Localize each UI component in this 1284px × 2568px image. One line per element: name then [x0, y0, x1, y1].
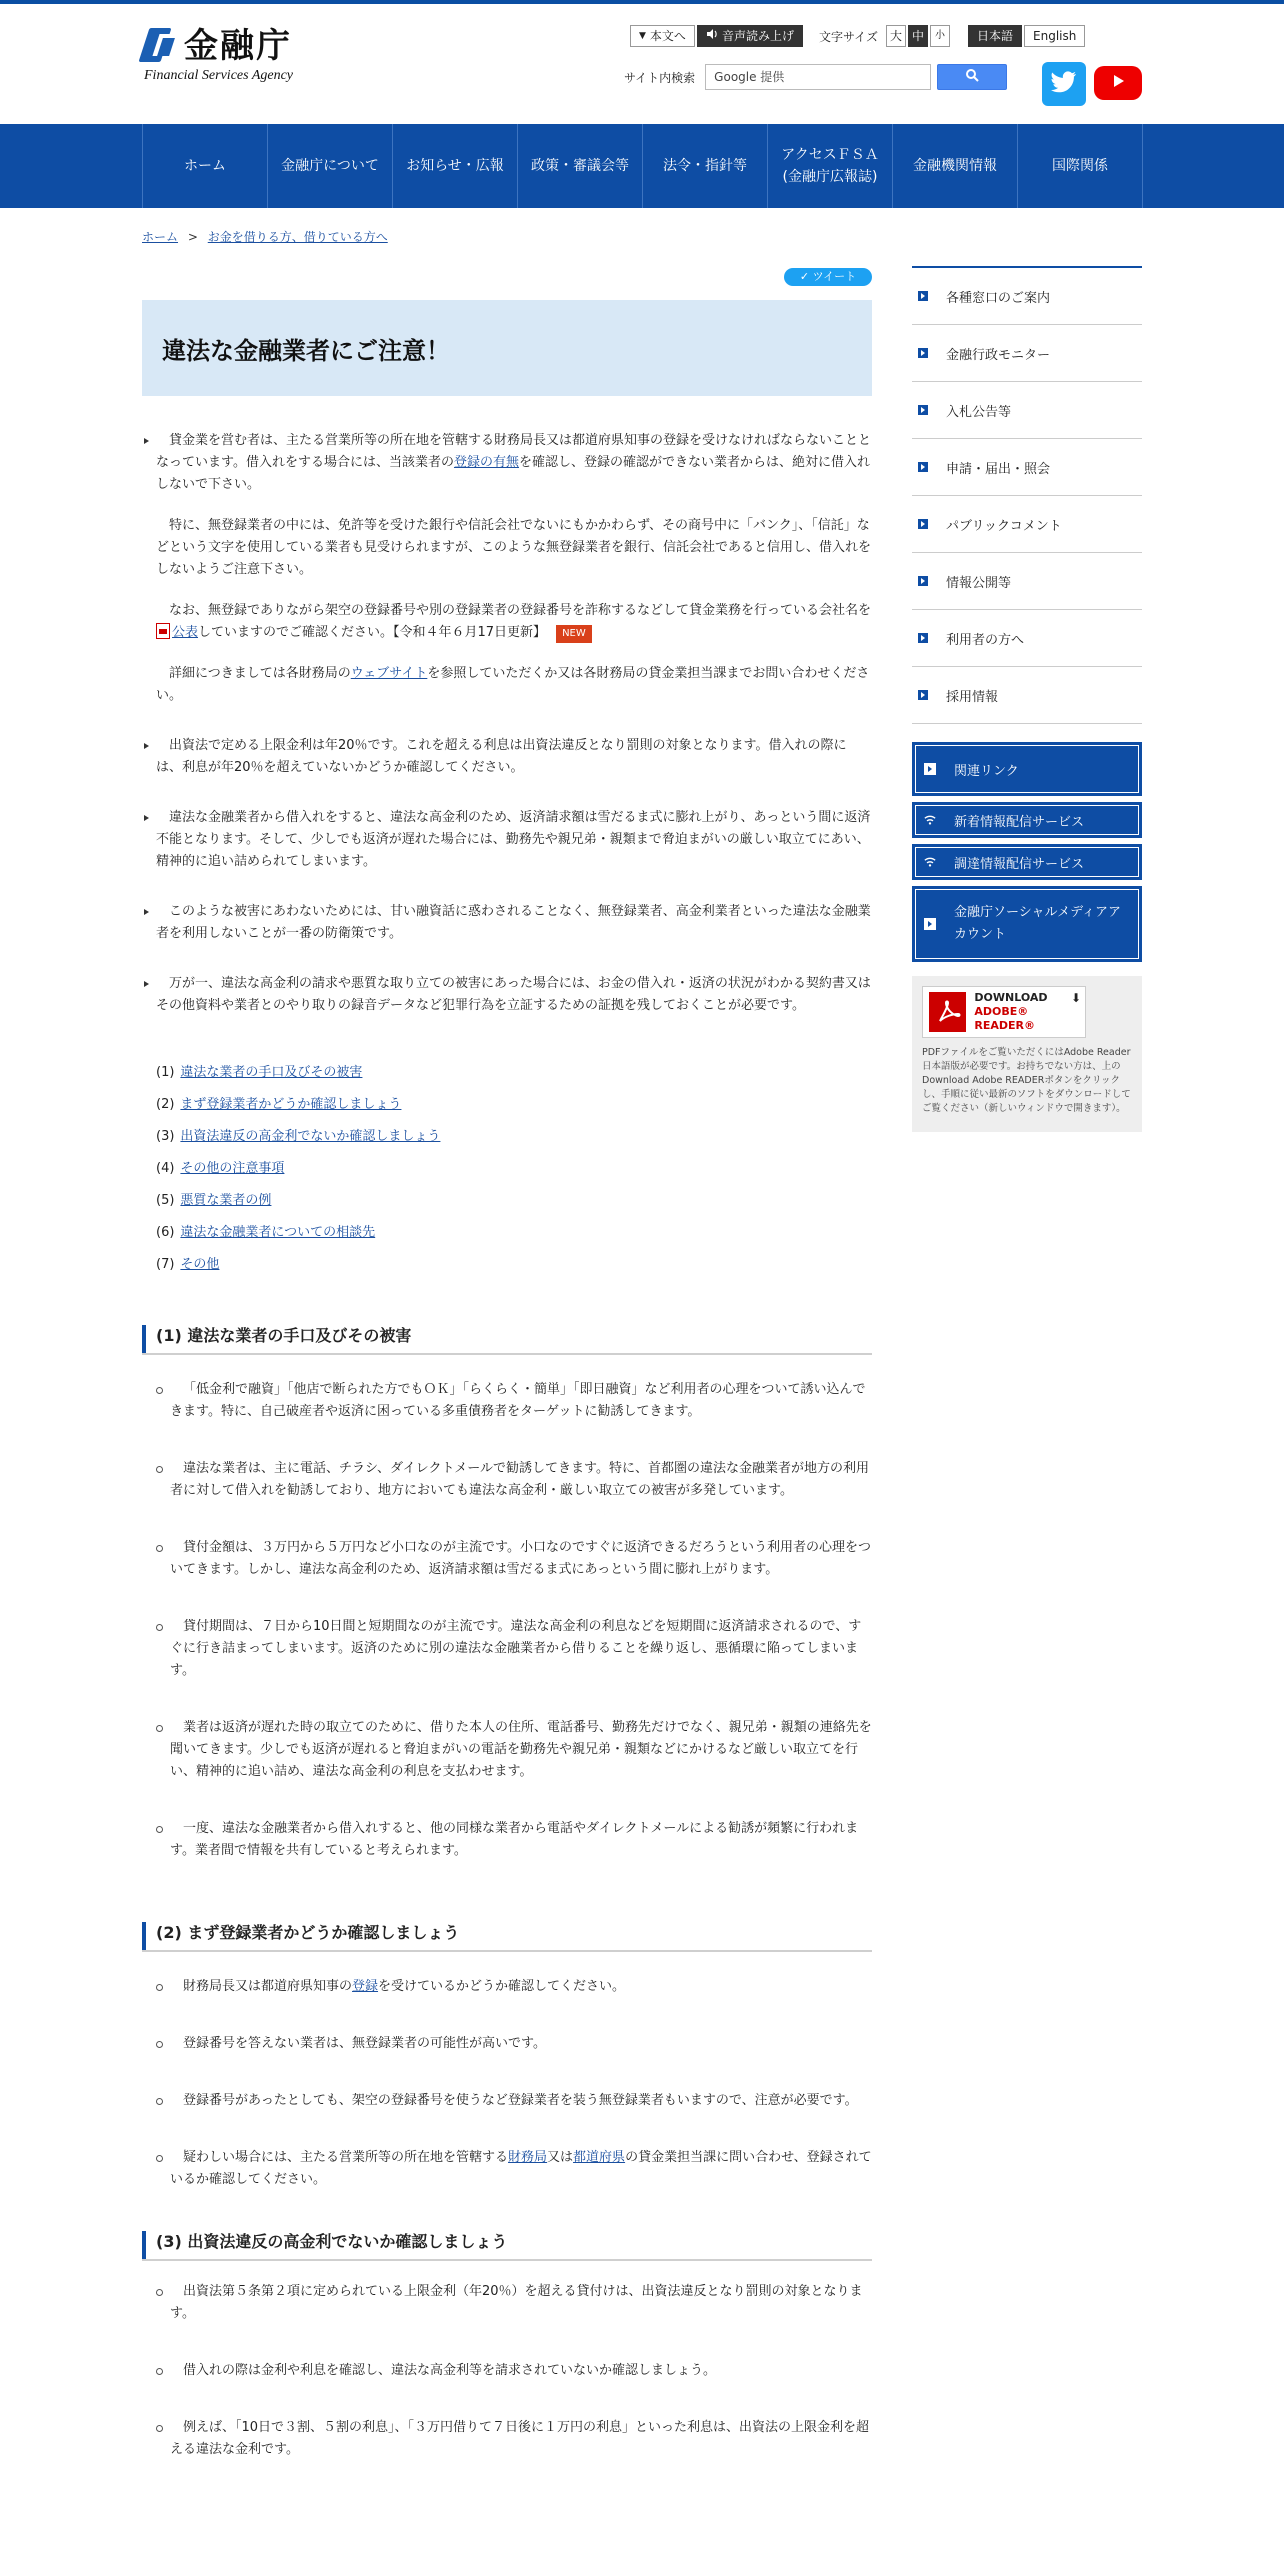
tweet-button[interactable] — [784, 268, 872, 286]
arrow-square-icon — [918, 576, 928, 586]
sidebar-item-label: 利用者の方へ — [946, 632, 1025, 648]
arrow-square-icon — [918, 291, 928, 301]
intro-section — [142, 430, 872, 1017]
lang-english-button[interactable]: English — [1024, 25, 1085, 47]
sidebar-item-label: 入札公告等 — [946, 404, 1012, 420]
text: を確認し、登録の確認ができない業者からは、絶対に借入れしないで下さい。 — [156, 455, 870, 492]
adobe-line2: ADOBE® READER® — [974, 1005, 1036, 1032]
toc-number: (6) — [156, 1225, 175, 1240]
twitter-bird-icon: ✓ — [799, 270, 810, 283]
toc-item — [156, 1153, 872, 1185]
adobe-line1: DOWNLOAD — [974, 991, 1048, 1004]
toc-item — [156, 1057, 872, 1089]
main-content — [142, 300, 872, 2496]
sidebar-item-label: 金融行政モニター — [946, 347, 1051, 363]
arrow-square-icon — [918, 633, 928, 643]
toc-number: (3) — [156, 1129, 175, 1144]
text: を受けているかどうか確認してください。 — [378, 1979, 626, 1994]
sidebar-item-label: 申請・届出・照会 — [946, 461, 1051, 477]
publication-pdf-link[interactable]: 公表 — [172, 625, 199, 640]
toc-link[interactable]: 違法な業者の手口及びその被害 — [180, 1065, 363, 1080]
triangle-down-icon: ▼ — [639, 31, 646, 41]
nav-item-policy[interactable]: 政策・審議会等 — [518, 124, 643, 208]
toc-link[interactable]: その他 — [180, 1257, 220, 1272]
toc-number: (1) — [156, 1065, 175, 1080]
adobe-reader-download-button[interactable] — [922, 986, 1086, 1038]
sidebar-item-applications[interactable] — [912, 439, 1142, 496]
news-service-label: 新着情報配信サービス — [954, 814, 1085, 830]
lang-japanese-button[interactable]: 日本語 — [968, 25, 1022, 47]
text-size-medium-button[interactable]: 中 — [908, 25, 928, 47]
toc-number: (5) — [156, 1193, 175, 1208]
list-item: 「低金利で融資」「他店で断られた方でもＯＫ」「らくらく・簡単」「即日融資」など利用者の心理をついて誘い込んできます。特に、自己破産者や返済に困っている多重債務者をターゲットに勧誘してきます。 — [170, 1379, 872, 1423]
toc-number: (7) — [156, 1257, 175, 1272]
section-heading-registration: (2) まず登録業者かどうか確認しましょう — [142, 1922, 872, 1952]
site-logo[interactable] — [142, 26, 294, 83]
fsa-logo-mark-icon — [142, 26, 180, 64]
search-input[interactable]: Google 提供 — [705, 64, 931, 90]
search-icon — [965, 68, 979, 86]
list-item — [170, 1976, 872, 1998]
intro-paragraph: 特に、無登録業者の中には、免許等を受けた銀行や信託会社でないにもかかわらず、その商号中に「バンク」、「信託」などという文字を使用している業者も見受けられますが、このような無登録業者を銀行、信託会社であると信用し、借入れをしないようご注意下さい。 — [156, 518, 872, 577]
arrow-square-icon — [918, 348, 928, 358]
text: 貸金業を営む者は、主たる営業所等の所在地を管轄する財務局長又は都道府県知事の登録を受けなければならないこととなっています。借入れをする場合には、当該業者の — [156, 433, 872, 470]
voice-label: 音声読み上げ — [721, 29, 794, 43]
nav-item-home[interactable]: ホーム — [143, 124, 268, 208]
square-arrow-icon — [924, 763, 936, 775]
finance-bureau-link[interactable]: 財務局 — [508, 2150, 548, 2165]
search-button[interactable] — [937, 64, 1007, 90]
pdf-icon — [156, 623, 170, 639]
sidebar-item-users[interactable] — [912, 610, 1142, 667]
text: の貸金業担当課に問い合わせ、登録されているか確認してください。 — [170, 2150, 872, 2187]
toc-item — [156, 1089, 872, 1121]
procurement-service-label: 調達情報配信サービス — [954, 856, 1085, 872]
arrow-square-icon — [918, 519, 928, 529]
toc-link[interactable]: 出資法違反の高金利でないか確認しましょう — [180, 1129, 441, 1144]
intro-paragraph: 万が一、違法な高金利の請求や悪質な取り立ての被害にあった場合には、お金の借入れ・返済の状況がわかる契約書又はその他資料や業者とのやり取りの録音データなど犯罪行為を立証するための証拠を残しておくことが必要です。 — [156, 976, 871, 1013]
logo-title: 金融庁 — [184, 26, 292, 66]
toc-link[interactable]: 悪質な業者の例 — [180, 1193, 272, 1208]
site-search — [624, 64, 1007, 90]
toc-link[interactable]: その他の注意事項 — [180, 1161, 285, 1176]
related-links-label: 関連リンク — [954, 763, 1019, 779]
arrow-square-icon — [918, 690, 928, 700]
toc-item — [156, 1121, 872, 1153]
intro-paragraph — [156, 663, 872, 707]
wifi-icon — [924, 814, 936, 826]
sidebar-item-public-comment[interactable] — [912, 496, 1142, 553]
adobe-button-text — [974, 991, 1085, 1033]
youtube-link[interactable] — [1094, 66, 1142, 100]
nav-item-laws[interactable]: 法令・指針等 — [643, 124, 768, 208]
sidebar-item-bidding[interactable] — [912, 382, 1142, 439]
tactics-list — [142, 1379, 872, 1862]
adobe-reader-panel — [912, 976, 1142, 1132]
breadcrumb-home-link[interactable]: ホーム — [142, 230, 179, 244]
text-size-label: 文字サイズ — [818, 29, 878, 44]
list-item: 違法な業者は、主に電話、チラシ、ダイレクトメールで勧誘してきます。特に、首都圏の違法な金融業者が地方の利用者に対して借入れを勧誘しており、地方においても違法な高金利・厳しい取立ての被害が多発しています。 — [170, 1458, 872, 1502]
list-item: 登録番号を答えない業者は、無登録業者の可能性が高いです。 — [170, 2033, 872, 2055]
news-service-button[interactable] — [912, 802, 1142, 838]
text: なお、無登録でありながら架空の登録番号や別の登録業者の登録番号を詐称するなどして貸金業務を行っている会社名を — [169, 603, 872, 618]
prefecture-link[interactable]: 都道府県 — [573, 2150, 626, 2165]
intro-list-item — [156, 973, 872, 1017]
arrow-square-icon — [918, 462, 928, 472]
nav-item-news[interactable]: お知らせ・広報 — [393, 124, 518, 208]
sidebar-item-disclosure[interactable] — [912, 553, 1142, 610]
list-item — [170, 2147, 872, 2191]
intro-paragraph — [156, 430, 872, 496]
logo-subtitle: Financial Services Agency — [144, 68, 294, 83]
list-item: 借入れの際は金利や利息を確認し、違法な高金利等を請求されていないか確認しましょう。 — [170, 2360, 872, 2382]
intro-paragraph: 出資法で定める上限金利は年20％です。これを超える利息は出資法違反となり罰則の対象となります。借入れの際には、利息が年20％を超えていないかどうか確認してください。 — [156, 738, 847, 775]
registration-link[interactable]: 登録 — [352, 1979, 379, 1994]
adobe-logo-icon — [929, 992, 966, 1032]
toc-item — [156, 1185, 872, 1217]
table-of-contents — [142, 1057, 872, 1281]
social-media-label: 金融庁ソーシャルメディアアカウント — [954, 905, 1122, 942]
toc-item — [156, 1217, 872, 1249]
sidebar-item-monitor[interactable] — [912, 325, 1142, 382]
speaker-icon — [706, 26, 718, 46]
list-item: 貸付金額は、３万円から５万円など小口なのが主流です。小口なのですぐに返済できるだろうという利用者の心理をついてきます。しかし、違法な高金利のため、返済請求額は雪だるま式にあっという間に膨れ上がります。 — [170, 1537, 872, 1581]
sidebar-item-recruit[interactable] — [912, 667, 1142, 724]
sidebar-nav — [912, 266, 1142, 724]
intro-paragraph: 違法な金融業者から借入れをすると、違法な高金利のため、返済請求額は雪だるま式に膨れ上がり、あっという間に返済不能となります。そして、少しでも返済が遅れた場合には、勤務先や親兄弟・親類まで脅迫まがいの厳しい取立てにあい、精神的に追い詰められてしまいます。 — [156, 810, 871, 869]
sidebar-item-label: パブリックコメント — [946, 518, 1062, 534]
sidebar-item-label: 各種窓口のご案内 — [946, 290, 1051, 306]
bureau-website-link[interactable]: ウェブサイト — [350, 666, 428, 681]
nav-item-international[interactable]: 国際関係 — [1018, 124, 1143, 208]
twitter-bird-icon — [1051, 71, 1077, 97]
tweet-label: ツイート — [812, 270, 857, 283]
list-item: 業者は返済が遅れた時の取立てのために、借りた本人の住所、電話番号、勤務先だけでなく、親兄弟・親類の連絡先を聞いてきます。少しでも返済が遅れると脅迫まがいの電話を勤務先や親兄弟・親類などにかけるなど厳しい取立てを行い、精神的に追い詰め、違法な高金利の利息を支払わせます。 — [170, 1717, 872, 1783]
list-item: 登録番号があったとしても、架空の登録番号を使うなど登録業者を装う無登録業者もいますので、注意が必要です。 — [170, 2090, 872, 2112]
sidebar-item-label: 採用情報 — [946, 689, 999, 705]
list-item: 貸付期間は、７日から10日間と短期間なのが主流です。違法な高金利の利息などを短期間に返済請求されるので、すぐに行き詰まってしまいます。返済のために別の違法な金融業者から借りることを繰り返し、悪循環に陥ってしまいます。 — [170, 1616, 872, 1682]
page-title: 違法な金融業者にご注意！ — [142, 300, 872, 396]
utility-toolbar — [630, 24, 1087, 48]
intro-list-item — [156, 430, 872, 707]
search-label: サイト内検索 — [624, 70, 696, 85]
twitter-link[interactable] — [1042, 62, 1086, 106]
toc-item — [156, 1249, 872, 1281]
section-heading-interest: (3) 出資法違反の高金利でないか確認しましょう — [142, 2231, 872, 2261]
sidebar-item-contact[interactable] — [912, 268, 1142, 325]
text: 疑わしい場合には、主たる営業所等の所在地を管轄する — [183, 2150, 509, 2165]
toc-link[interactable]: 違法な金融業者についての相談先 — [180, 1225, 376, 1240]
registration-list — [142, 1976, 872, 2191]
nav-item-access-fsa[interactable]: アクセスＦＳＡ (金融庁広報誌) — [768, 124, 893, 208]
skip-to-content-button[interactable] — [630, 25, 695, 47]
toc-number: (2) — [156, 1097, 175, 1112]
registration-check-link[interactable]: 登録の有無 — [453, 455, 519, 470]
social-media-button[interactable] — [912, 886, 1142, 962]
voice-readout-button[interactable] — [697, 25, 803, 47]
skip-label: 本文へ — [649, 29, 686, 43]
site-header — [0, 4, 1284, 124]
text-size-small-button[interactable]: 小 — [930, 25, 950, 47]
youtube-play-icon — [1110, 73, 1126, 93]
toc-number: (4) — [156, 1161, 175, 1176]
intro-paragraph — [156, 600, 872, 644]
text-size-large-button[interactable]: 大 — [886, 25, 906, 47]
interest-list — [142, 2281, 872, 2461]
text: していますのでご確認ください。【令和４年６月17日更新】 — [198, 625, 547, 640]
list-item: 出資法第５条第２項に定められている上限金利（年20％）を超える貸付けは、出資法違反となり罰則の対象となります。 — [170, 2281, 872, 2325]
breadcrumb-separator: > — [187, 230, 198, 244]
intro-list-item — [156, 901, 872, 945]
breadcrumb — [142, 228, 388, 245]
nav-item-institutions[interactable]: 金融機関情報 — [893, 124, 1018, 208]
intro-list-item — [156, 735, 872, 779]
nav-item-about[interactable]: 金融庁について — [268, 124, 393, 208]
list-item: 例えば、「10日で３割、５割の利息」、「３万円借りて７日後に１万円の利息」といった利息は、出資法の上限金利を超える違法な金利です。 — [170, 2417, 872, 2461]
section-heading-tactics: (1) 違法な業者の手口及びその被害 — [142, 1325, 872, 1355]
sidebar — [912, 266, 1142, 1132]
global-nav — [0, 124, 1284, 208]
related-links-button[interactable] — [912, 742, 1142, 796]
download-arrow-icon: ⬇ — [1070, 991, 1081, 1005]
arrow-square-icon — [918, 405, 928, 415]
list-item: 一度、違法な金融業者から借入れすると、他の同様な業者から電話やダイレクトメールによる勧誘が頻繁に行われます。業者間で情報を共有していると考えられます。 — [170, 1818, 872, 1862]
text: 詳細につきましては各財務局の — [169, 666, 351, 681]
text: 財務局長又は都道府県知事の — [183, 1979, 353, 1994]
breadcrumb-current-link[interactable]: お金を借りる方、借りている方へ — [207, 230, 388, 244]
wifi-icon — [924, 856, 936, 868]
text: 又は — [547, 2150, 574, 2165]
sidebar-item-label: 情報公開等 — [946, 575, 1012, 591]
procurement-service-button[interactable] — [912, 844, 1142, 880]
intro-paragraph: このような被害にあわないためには、甘い融資話に惑わされることなく、無登録業者、高金利業者といった違法な金融業者を利用しないことが一番の防衛策です。 — [156, 904, 871, 941]
toc-link[interactable]: まず登録業者かどうか確認しましょう — [180, 1097, 402, 1112]
new-badge: NEW — [556, 625, 592, 643]
text: を参照していただくか又は各財務局の貸金業担当課までお問い合わせください。 — [156, 666, 870, 703]
square-arrow-icon — [924, 918, 936, 930]
intro-list-item — [156, 807, 872, 873]
adobe-note: PDFファイルをご覧いただくにはAdobe Reader日本語版が必要です。お持ちでない方は、上のDownload Adobe READERボタンをクリックし、手順に従い最新のソフトをダウンロードしてご覧ください（新しいウィンドウで開きます）。 — [922, 1047, 1131, 1114]
